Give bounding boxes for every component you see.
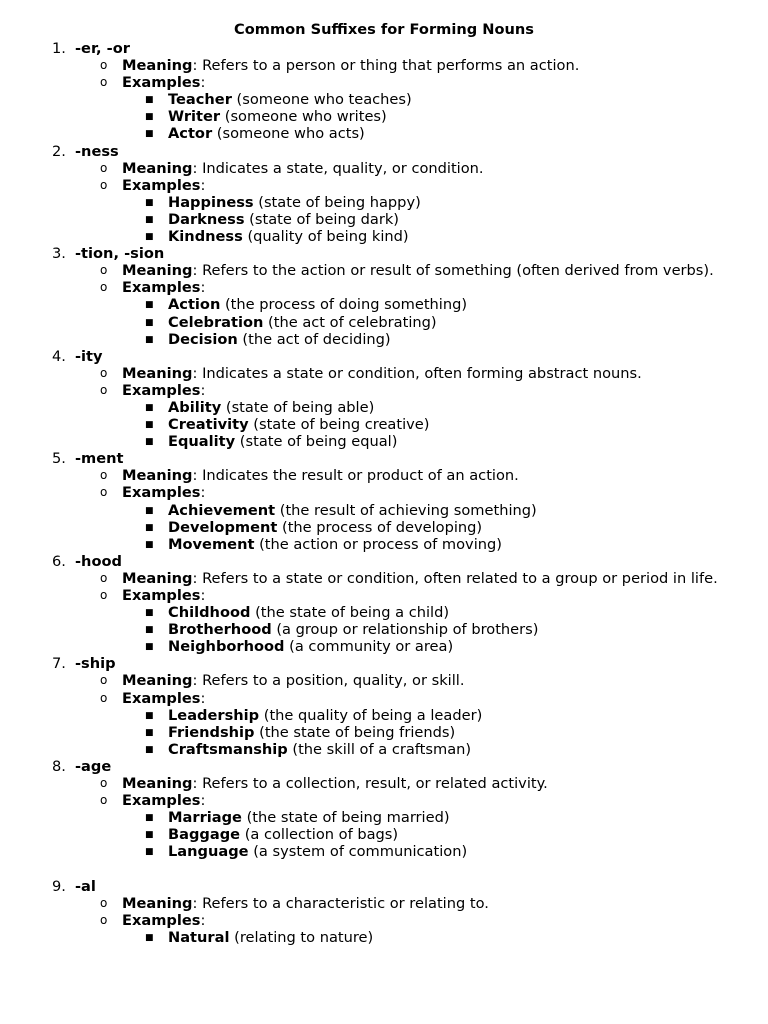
meaning-text: Refers to the action or result of something (often derived from verbs). xyxy=(202,262,714,280)
square-bullet-icon: ■ xyxy=(145,727,154,738)
colon: : xyxy=(192,894,198,912)
meaning-line xyxy=(0,262,768,279)
hollow-circle-bullet-icon: o xyxy=(100,912,108,927)
meaning-text: Refers to a collection, result, or related activity. xyxy=(202,775,548,793)
meaning-text: Refers to a person or thing that performs an action. xyxy=(202,57,580,75)
square-bullet-icon: ■ xyxy=(145,642,154,653)
meaning-label: Meaning xyxy=(122,894,193,912)
hollow-circle-bullet-icon: o xyxy=(100,793,108,808)
example-word: Marriage xyxy=(168,809,242,827)
colon: : xyxy=(200,587,206,604)
meaning-line xyxy=(0,895,768,912)
colon: : xyxy=(200,484,206,502)
hollow-circle-bullet-icon: o xyxy=(100,58,108,73)
hollow-circle-bullet-icon: o xyxy=(100,570,108,585)
example-word: Craftsmanship xyxy=(168,740,288,758)
suffix-item xyxy=(0,40,768,143)
example-gloss: (state of being happy) xyxy=(258,193,421,211)
suffix-heading xyxy=(0,348,768,365)
example-word: Natural xyxy=(168,928,230,946)
suffix-heading xyxy=(0,245,768,262)
example-item xyxy=(0,125,768,142)
hollow-circle-bullet-icon: o xyxy=(100,776,108,791)
document-title: Common Suffixes for Forming Nouns xyxy=(234,21,534,38)
examples-line xyxy=(0,690,768,707)
example-gloss: (a group or relationship of brothers) xyxy=(276,621,539,639)
example-word: Leadership xyxy=(168,706,260,724)
square-bullet-icon: ■ xyxy=(145,830,154,841)
square-bullet-icon: ■ xyxy=(145,197,154,208)
example-item xyxy=(0,604,768,621)
example-item xyxy=(0,621,768,638)
suffix-heading xyxy=(0,655,768,672)
examples-label: Examples xyxy=(122,587,201,604)
example-word: Movement xyxy=(168,535,255,553)
example-gloss: (the process of doing something) xyxy=(224,296,468,314)
example-word: Language xyxy=(168,843,249,861)
example-item xyxy=(0,519,768,536)
square-bullet-icon: ■ xyxy=(145,744,154,755)
colon: : xyxy=(200,911,206,929)
hollow-circle-bullet-icon: o xyxy=(100,588,108,602)
example-word: Equality xyxy=(168,433,236,451)
example-gloss: (a collection of bags) xyxy=(244,826,399,844)
example-item xyxy=(0,929,768,946)
colon: : xyxy=(192,57,198,75)
example-item xyxy=(0,296,768,313)
suffix-name: -age xyxy=(75,757,112,775)
example-word: Friendship xyxy=(168,723,255,741)
suffix-heading xyxy=(0,878,768,895)
suffix-heading xyxy=(0,553,768,570)
example-gloss: (the state of being a child) xyxy=(255,604,450,622)
examples-label: Examples xyxy=(122,689,201,707)
example-word: Childhood xyxy=(168,604,251,622)
item-number: 4. xyxy=(52,347,66,365)
suffix-item xyxy=(0,450,768,553)
hollow-circle-bullet-icon: o xyxy=(100,365,108,380)
suffix-name: -ness xyxy=(75,142,119,160)
colon: : xyxy=(200,74,206,92)
suffix-name: -ship xyxy=(75,655,116,673)
square-bullet-icon: ■ xyxy=(145,522,154,533)
examples-label: Examples xyxy=(122,176,201,194)
meaning-text: Indicates a state or condition, often forming abstract nouns. xyxy=(202,364,642,382)
example-word: Decision xyxy=(168,330,238,348)
example-item xyxy=(0,228,768,245)
example-word: Celebration xyxy=(168,313,264,331)
examples-line xyxy=(0,74,768,91)
colon: : xyxy=(192,672,198,690)
hollow-circle-bullet-icon: o xyxy=(100,485,108,500)
hollow-circle-bullet-icon: o xyxy=(100,280,108,295)
example-gloss: (the skill of a craftsman) xyxy=(292,740,472,758)
example-item xyxy=(0,331,768,348)
example-word: Darkness xyxy=(168,210,245,228)
square-bullet-icon: ■ xyxy=(145,112,154,123)
suffix-name: -al xyxy=(75,877,96,895)
example-gloss: (the act of deciding) xyxy=(242,330,391,348)
example-gloss: (a community or area) xyxy=(289,638,454,656)
example-item xyxy=(0,416,768,433)
item-number: 9. xyxy=(52,877,66,895)
example-gloss: (state of being dark) xyxy=(249,210,399,228)
example-word: Baggage xyxy=(168,826,241,844)
meaning-line xyxy=(0,467,768,484)
colon: : xyxy=(192,159,198,177)
examples-line xyxy=(0,484,768,501)
meaning-label: Meaning xyxy=(122,672,193,690)
item-number: 1. xyxy=(52,40,66,57)
colon: : xyxy=(192,467,198,485)
meaning-text: Indicates the result or product of an action. xyxy=(202,467,519,485)
suffix-heading xyxy=(0,450,768,467)
item-number: 5. xyxy=(52,450,66,468)
example-word: Writer xyxy=(168,108,221,126)
suffix-heading xyxy=(0,143,768,160)
item-number: 6. xyxy=(52,552,66,570)
example-gloss: (someone who teaches) xyxy=(236,91,412,109)
suffix-item xyxy=(0,758,768,861)
meaning-line xyxy=(0,160,768,177)
example-gloss: (state of being able) xyxy=(225,398,375,416)
example-item xyxy=(0,843,768,860)
example-item xyxy=(0,502,768,519)
colon: : xyxy=(192,569,198,587)
example-word: Kindness xyxy=(168,228,243,246)
examples-line xyxy=(0,177,768,194)
examples-line xyxy=(0,912,768,929)
square-bullet-icon: ■ xyxy=(145,420,154,431)
hollow-circle-bullet-icon: o xyxy=(100,263,108,278)
colon: : xyxy=(200,176,206,194)
examples-line xyxy=(0,382,768,399)
meaning-text: Refers to a characteristic or relating to. xyxy=(202,894,489,912)
item-number: 8. xyxy=(52,757,66,775)
example-word: Brotherhood xyxy=(168,621,272,639)
meaning-label: Meaning xyxy=(122,262,193,280)
examples-line xyxy=(0,279,768,296)
example-gloss: (the result of achieving something) xyxy=(279,501,537,519)
example-gloss: (the action or process of moving) xyxy=(259,535,502,553)
square-bullet-icon: ■ xyxy=(145,813,154,824)
suffix-item xyxy=(0,348,768,451)
square-bullet-icon: ■ xyxy=(145,402,154,413)
example-gloss: (the quality of being a leader) xyxy=(263,706,483,724)
square-bullet-icon: ■ xyxy=(145,625,154,636)
colon: : xyxy=(192,364,198,382)
suffix-heading xyxy=(0,758,768,775)
meaning-text: Refers to a state or condition, often related to a group or period in life. xyxy=(202,569,718,587)
square-bullet-icon: ■ xyxy=(145,505,154,516)
example-gloss: (state of being equal) xyxy=(239,433,398,451)
square-bullet-icon: ■ xyxy=(145,129,154,140)
suffix-list xyxy=(0,40,768,946)
example-gloss: (quality of being kind) xyxy=(247,228,409,246)
examples-label: Examples xyxy=(122,792,201,810)
example-word: Action xyxy=(168,296,221,314)
example-gloss: (a system of communication) xyxy=(253,843,468,861)
colon: : xyxy=(200,792,206,810)
square-bullet-icon: ■ xyxy=(145,847,154,858)
suffix-name: -hood xyxy=(75,552,122,570)
meaning-text: Indicates a state, quality, or condition. xyxy=(202,159,484,177)
meaning-label: Meaning xyxy=(122,775,193,793)
example-item xyxy=(0,399,768,416)
example-gloss: (someone who acts) xyxy=(216,125,365,143)
examples-line xyxy=(0,587,768,604)
suffix-name: -tion, -sion xyxy=(75,245,165,263)
example-item xyxy=(0,826,768,843)
example-word: Development xyxy=(168,518,278,536)
examples-label: Examples xyxy=(122,74,201,92)
square-bullet-icon: ■ xyxy=(145,710,154,721)
example-word: Ability xyxy=(168,398,222,416)
example-word: Achievement xyxy=(168,501,276,519)
example-gloss: (state of being creative) xyxy=(253,416,430,434)
hollow-circle-bullet-icon: o xyxy=(100,468,108,483)
square-bullet-icon: ■ xyxy=(145,437,154,448)
example-item xyxy=(0,724,768,741)
example-item xyxy=(0,741,768,758)
example-item xyxy=(0,314,768,331)
item-number: 7. xyxy=(52,655,66,673)
meaning-label: Meaning xyxy=(122,57,193,75)
meaning-line xyxy=(0,570,768,587)
examples-label: Examples xyxy=(122,279,201,297)
suffix-name: -ment xyxy=(75,450,124,468)
item-number: 2. xyxy=(52,142,66,160)
examples-line xyxy=(0,792,768,809)
example-gloss: (the act of celebrating) xyxy=(268,313,437,331)
examples-label: Examples xyxy=(122,381,201,399)
example-word: Teacher xyxy=(168,91,232,109)
hollow-circle-bullet-icon: o xyxy=(100,75,108,90)
square-bullet-icon: ■ xyxy=(145,539,154,550)
suffix-name: -er, -or xyxy=(75,40,130,57)
meaning-line xyxy=(0,365,768,382)
square-bullet-icon: ■ xyxy=(145,932,154,943)
colon: : xyxy=(192,775,198,793)
square-bullet-icon: ■ xyxy=(145,334,154,345)
example-item xyxy=(0,707,768,724)
example-item xyxy=(0,536,768,553)
colon: : xyxy=(200,381,206,399)
example-gloss: (the process of developing) xyxy=(282,518,483,536)
suffix-item xyxy=(0,655,768,758)
example-word: Actor xyxy=(168,125,213,143)
example-gloss: (the state of being friends) xyxy=(259,723,456,741)
example-word: Happiness xyxy=(168,193,254,211)
document-page xyxy=(0,20,768,946)
example-gloss: (the state of being married) xyxy=(246,809,450,827)
meaning-label: Meaning xyxy=(122,159,193,177)
meaning-label: Meaning xyxy=(122,364,193,382)
square-bullet-icon: ■ xyxy=(145,300,154,311)
example-item xyxy=(0,638,768,655)
section-spacer xyxy=(0,861,768,878)
hollow-circle-bullet-icon: o xyxy=(100,895,108,910)
examples-label: Examples xyxy=(122,484,201,502)
colon: : xyxy=(192,262,198,280)
hollow-circle-bullet-icon: o xyxy=(100,690,108,705)
square-bullet-icon: ■ xyxy=(145,214,154,225)
meaning-line xyxy=(0,672,768,689)
example-gloss: (relating to nature) xyxy=(234,928,374,946)
example-item xyxy=(0,194,768,211)
suffix-item xyxy=(0,553,768,656)
suffix-item xyxy=(0,878,768,946)
suffix-heading xyxy=(0,40,768,57)
example-item xyxy=(0,211,768,228)
meaning-label: Meaning xyxy=(122,467,193,485)
example-item xyxy=(0,108,768,125)
meaning-label: Meaning xyxy=(122,569,193,587)
square-bullet-icon: ■ xyxy=(145,317,154,328)
suffix-item xyxy=(0,245,768,348)
meaning-line xyxy=(0,57,768,74)
suffix-item xyxy=(0,143,768,246)
item-number: 3. xyxy=(52,245,66,263)
example-word: Creativity xyxy=(168,416,249,434)
hollow-circle-bullet-icon: o xyxy=(100,382,108,397)
square-bullet-icon: ■ xyxy=(145,608,154,619)
meaning-text: Refers to a position, quality, or skill. xyxy=(202,672,465,690)
example-gloss: (someone who writes) xyxy=(224,108,387,126)
examples-label: Examples xyxy=(122,911,201,929)
example-item xyxy=(0,809,768,826)
hollow-circle-bullet-icon: o xyxy=(100,160,108,175)
suffix-name: -ity xyxy=(75,347,103,365)
example-word: Neighborhood xyxy=(168,638,285,656)
colon: : xyxy=(200,279,206,297)
example-item xyxy=(0,433,768,450)
colon: : xyxy=(200,689,206,707)
hollow-circle-bullet-icon: o xyxy=(100,177,108,192)
square-bullet-icon: ■ xyxy=(145,95,154,106)
meaning-line xyxy=(0,775,768,792)
square-bullet-icon: ■ xyxy=(145,232,154,243)
hollow-circle-bullet-icon: o xyxy=(100,673,108,688)
example-item xyxy=(0,91,768,108)
